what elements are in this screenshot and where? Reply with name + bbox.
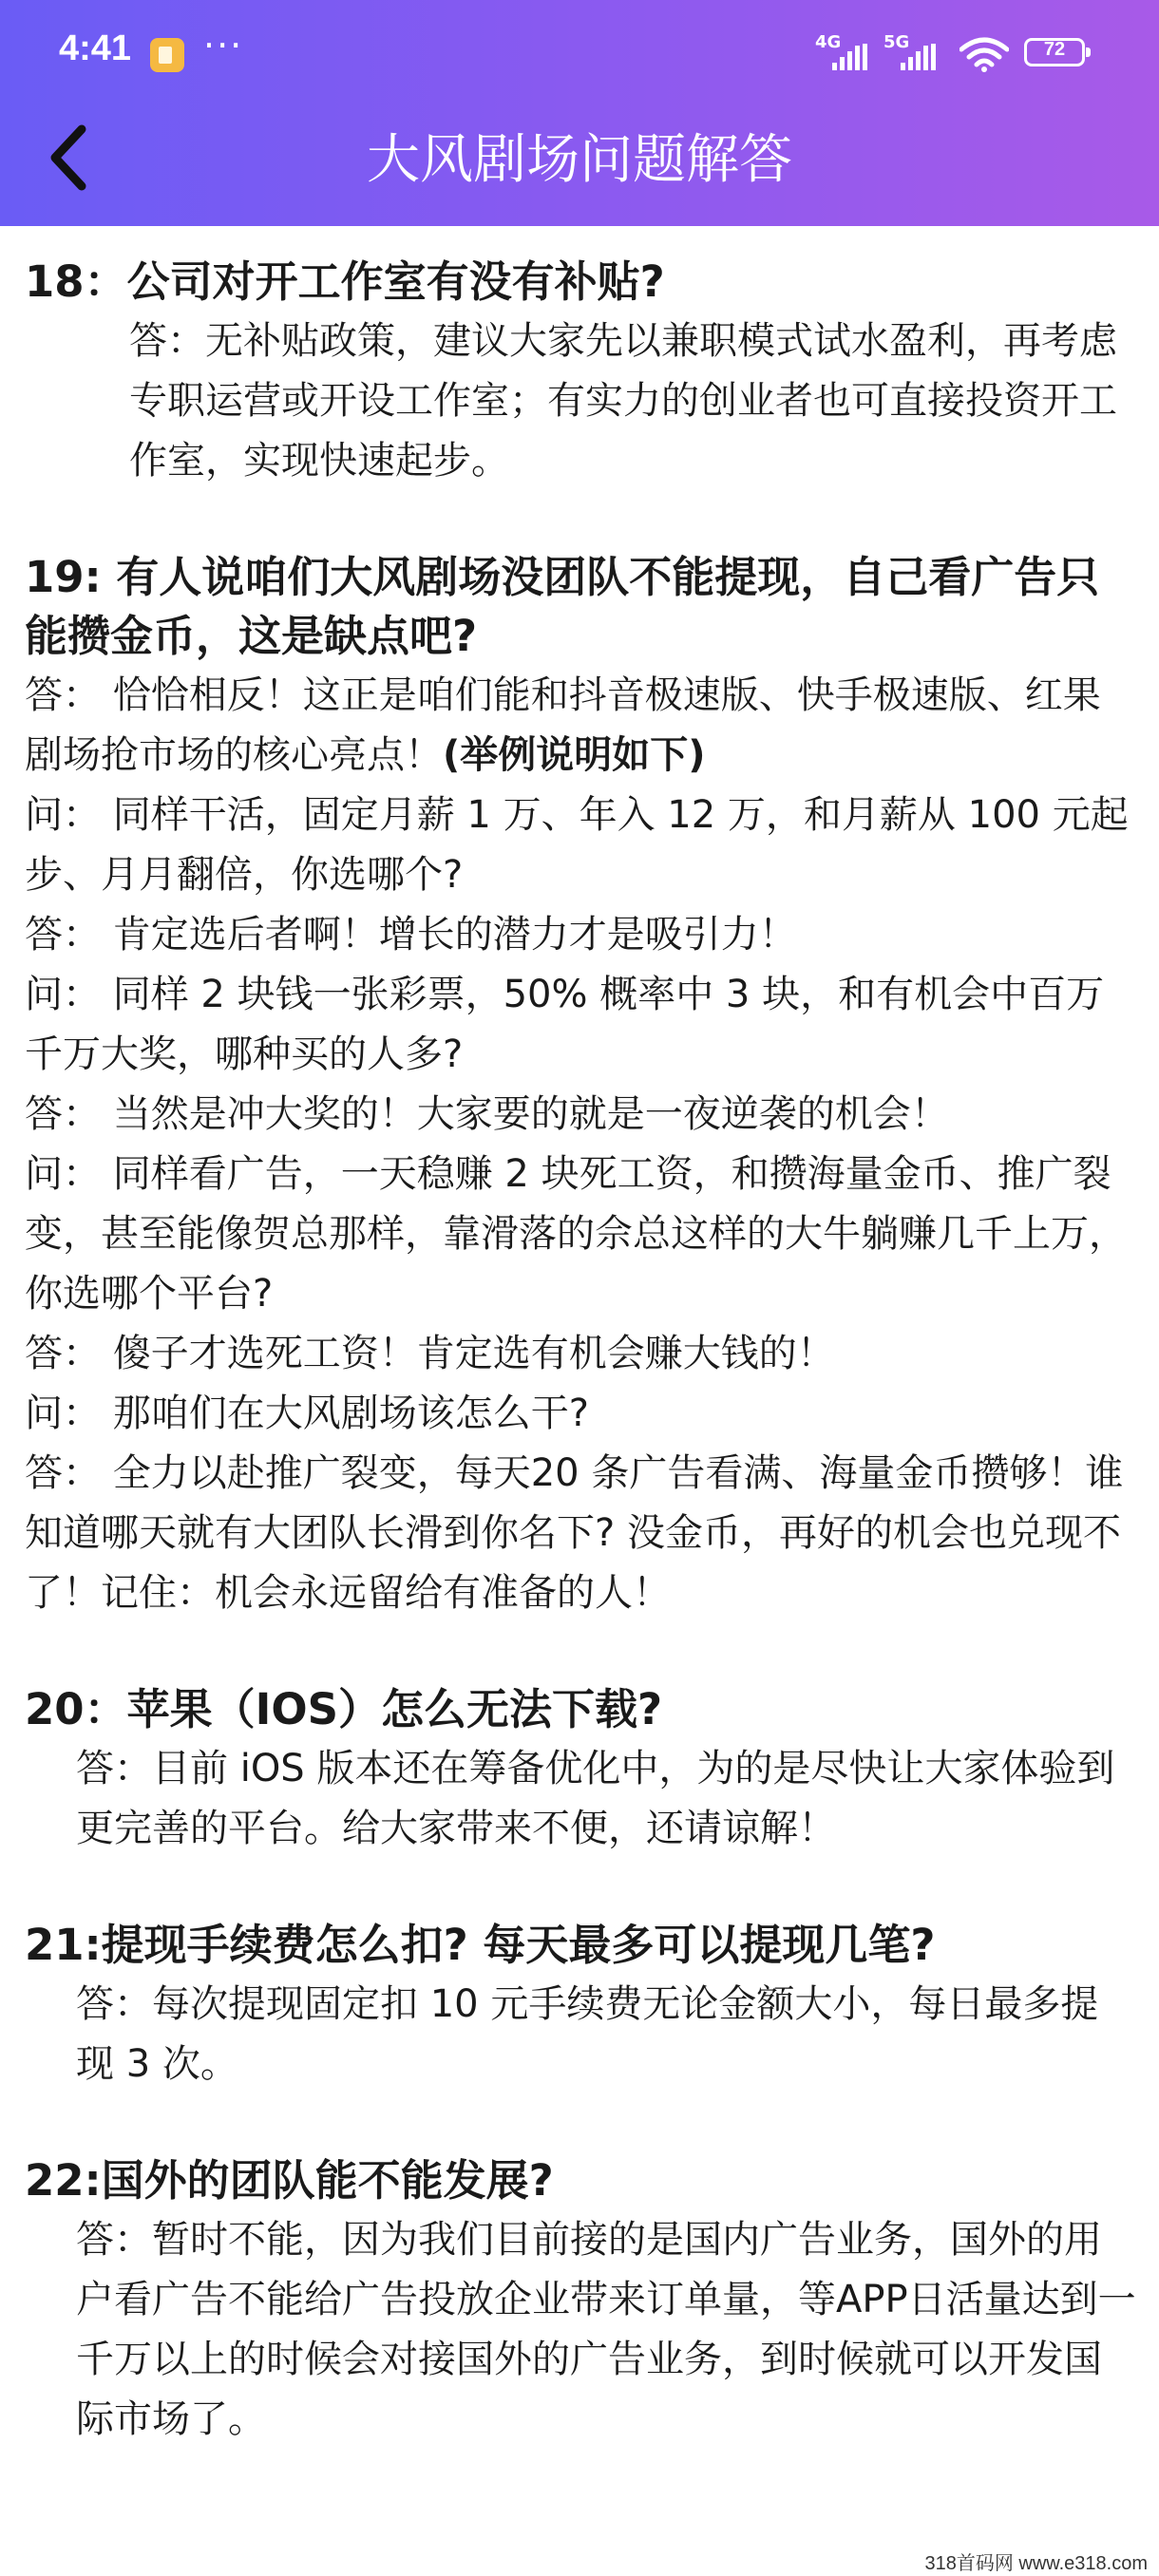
page-title: 大风剧场问题解答 (367, 129, 792, 191)
faq-answer-19-note: (举例说明如下) (443, 733, 706, 777)
faq-answer-19-line: 问： 同样看广告，一天稳赚 2 块死工资，和攒海量金币、推广裂变，甚至能像贺总那样，靠滑落的佘总这样的大牛躺赚几千上万，你选哪个平台? (25, 1152, 1127, 1316)
faq-answer-19-line: 问： 同样干活，固定月薪 1 万、年入 12 万，和月薪从 100 元起步、月月翻倍，你选哪个? (25, 793, 1129, 897)
faq-answer-19-line: 答： 当然是冲大奖的！大家要的就是一夜逆袭的机会！ (25, 1092, 949, 1136)
more-notifications-icon: ··· (203, 25, 244, 66)
faq-answer-20: 答：目前 iOS 版本还在筹备优化中，为的是尽快让大家体验到更完善的平台。给大家带来不便，还请谅解！ (76, 1747, 1115, 1850)
status-time: 4:41 (59, 28, 132, 68)
faq-answer-19-line: 问： 同样 2 块钱一张彩票，50% 概率中 3 块，和有机会中百万千万大奖，哪种买的人多? (25, 973, 1105, 1076)
battery-level: 72 (1043, 39, 1066, 60)
faq-answer-19-line: 答： 肯定选后者啊！增长的潜力才是吸引力！ (25, 913, 797, 957)
faq-question-19: 19: 有人说咱们大风剧场没团队不能提现，自己看广告只能攒金币，这是缺点吧? (25, 552, 1100, 661)
faq-answer-19-line: 答： 全力以赴推广裂变，每天20 条广告看满、海量金币攒够！谁知道哪天就有大团队长滑到你名下? 没金币，再好的机会也兑现不了！记住：机会永远留给有准备的人！ (25, 1451, 1124, 1615)
faq-question-18: 18：公司对开工作室有没有补贴? (25, 256, 665, 307)
watermark: 318首码网 www.e318.com (924, 2553, 1148, 2574)
faq-answer-19-line (25, 666, 1136, 786)
faq-answer-21: 答：每次提现固定扣 10 元手续费无论金额大小，每日最多提现 3 次。 (76, 1982, 1099, 2086)
faq-question-21: 21:提现手续费怎么扣? 每天最多可以提现几笔? (25, 1920, 936, 1970)
faq-answer-19-line-text: 答： 恰恰相反！这正是咱们能和抖音极速版、快手极速版、红果剧场抢市场的核心亮点！ (25, 673, 1101, 777)
faq-question-20: 20：苹果（IOS）怎么无法下载? (25, 1684, 663, 1734)
faq-question-22: 22:国外的团队能不能发展? (25, 2155, 554, 2206)
app-header (0, 0, 1159, 226)
faq-content (25, 226, 1136, 2450)
notification-app-icon (150, 38, 184, 72)
faq-answer-18: 答：无补贴政策，建议大家先以兼职模式试水盈利，再考虑专职运营或开设工作室；有实力的创业者也可直接投资开工作室，实现快速起步。 (129, 319, 1117, 483)
faq-answer-19-line: 答： 傻子才选死工资！肯定选有机会赚大钱的！ (25, 1332, 835, 1375)
faq-answer-22: 答：暂时不能，因为我们目前接的是国内广告业务，国外的用户看广告不能给广告投放企业带来订单量，等APP日活量达到一千万以上的时候会对接国外的广告业务，到时候就可以开发国际市场了。 (76, 2218, 1136, 2441)
faq-answer-19-line: 问： 那咱们在大风剧场该怎么干? (25, 1392, 589, 1435)
battery-icon (1024, 38, 1085, 66)
status-bar: 4:41 ··· 4G 5G 72 (0, 0, 1159, 104)
wifi-icon (960, 36, 1009, 72)
